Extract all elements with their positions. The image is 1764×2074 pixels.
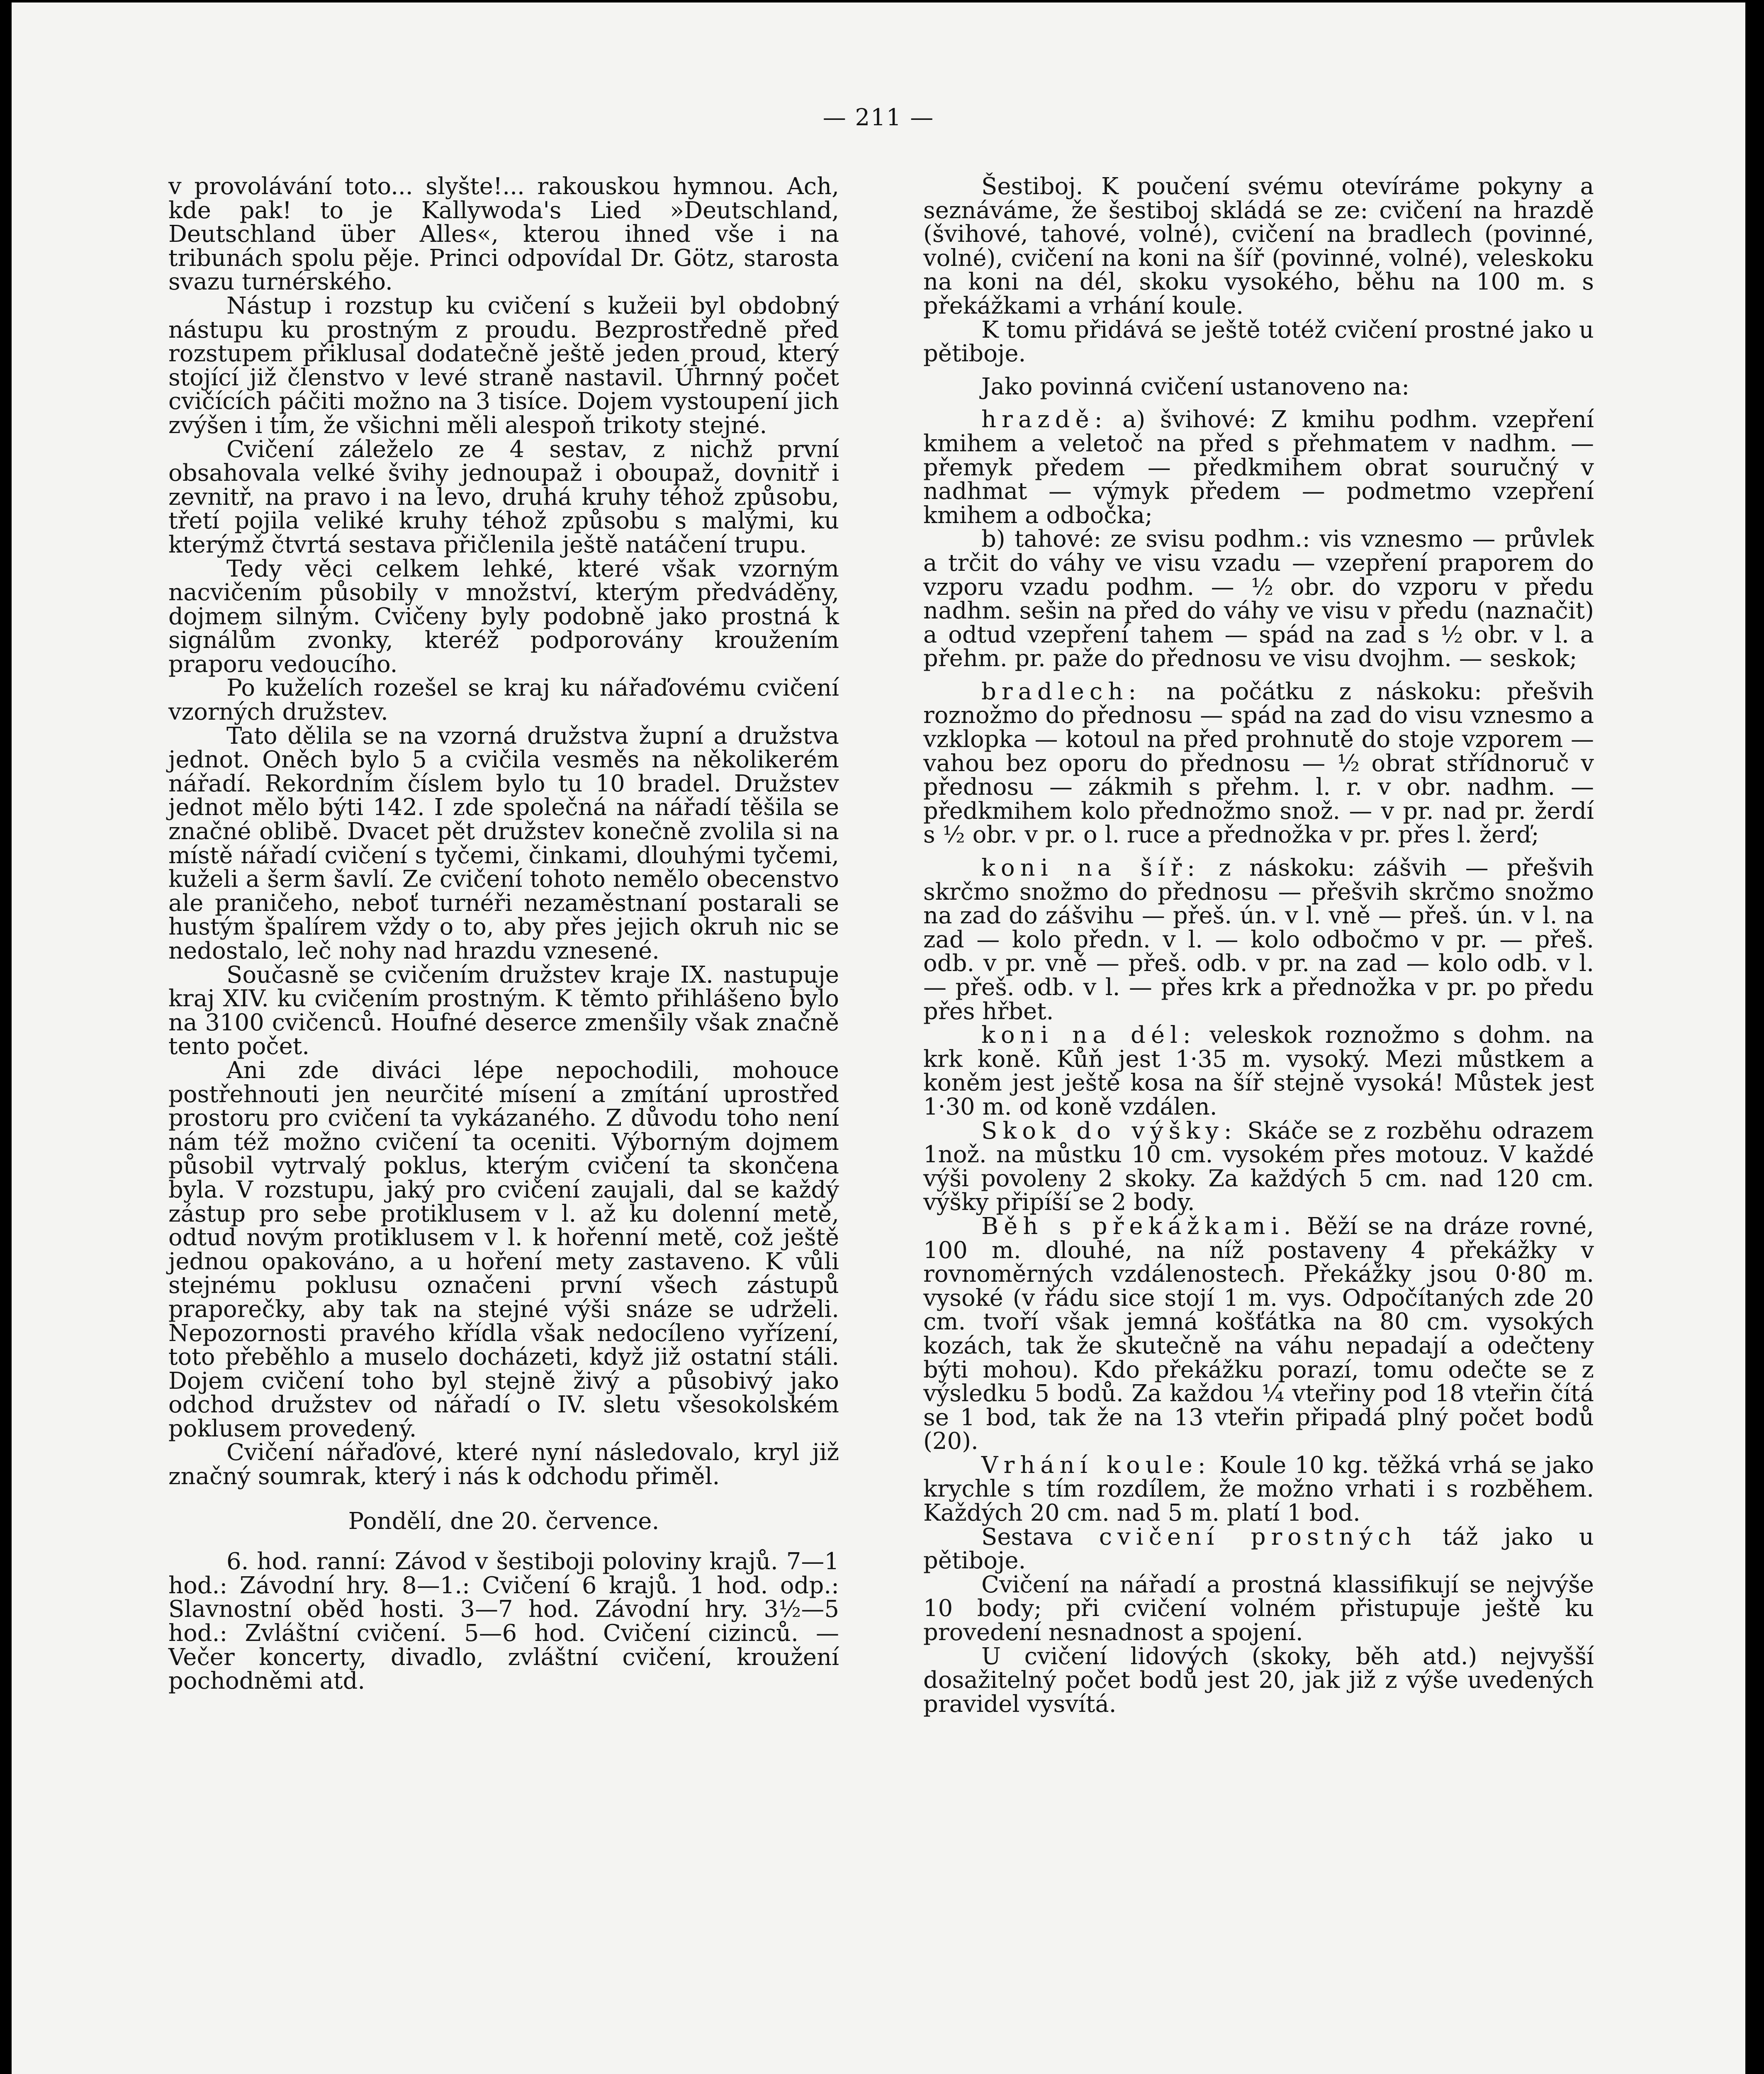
left-paragraph-10: 6. hod. ranní: Závod v šestiboji poloviny krajů. 7—1 hod.: Závodní hry. 8—1.: Cvičení 6 krajů. 1 hod. odp.: Slavnostní oběd hosti. 3—7 hod. Závodní hry. 3½—5 hod.: Zvláštní cvičení. 5—6 hod. Cvičení cizinců. — Večer koncerty, divadlo, zvláštní cvičení, kroužení pochodněmi atd. bbox=[168, 1548, 839, 1695]
left-paragraph-4: Tedy věci celkem lehké, které však vzorným nacvičením působily v množství, kterým předváděny, dojmem silným. Cvičeny byly podobně jako prostná k signálům zvonky, kteréž podporovány kroužením praporu vedoucího. bbox=[168, 555, 839, 678]
right-paragraph-3: Jako povinná cvičení ustanoveno na: bbox=[981, 373, 1410, 400]
left-paragraph-1: v provolávání toto... slyšte!... rakouskou hymnou. Ach, kde pak! to je Kallywoda's Lied »Deutschland, Deutschland über Alles«, kterou ihned vše i na tribunách spolu pěje. Princi odpovídal Dr. Götz, starosta svazu turnérského. bbox=[168, 173, 839, 296]
right-paragraph-2: K tomu přidává se ještě totéž cvičení prostné jako u pětiboje. bbox=[923, 316, 1594, 368]
right-paragraph-vrhani bbox=[923, 1453, 1594, 1525]
page bbox=[12, 2, 1745, 2074]
kun-del-label: koni na dél: bbox=[981, 1022, 1196, 1049]
skok-label: Skok do výšky: bbox=[981, 1117, 1237, 1144]
right-paragraph-kun-del bbox=[923, 1023, 1594, 1119]
right-paragraph-beh bbox=[923, 1212, 1594, 1455]
section-heading: Pondělí, dne 20. července. bbox=[348, 1507, 659, 1535]
sestava-text-a: Sestava bbox=[981, 1523, 1073, 1551]
right-paragraph-skok bbox=[923, 1119, 1594, 1215]
right-column bbox=[923, 175, 1594, 1716]
left-paragraph-6: Tato dělila se na vzorná družstva župní a družstva jednot. Oněch bylo 5 a cvičila vesměs na několikerém nářadí. Rekordním číslem bylo tu 10 bradel. Družstev jednot mělo býti 142. I zde společná na nářadí těšila se značné oblibě. Dvacet pět družstev konečně zvolila si na místě nářadí cvičení s tyčemi, činkami, dlouhými tyčemi, kuželi a šerm šavlí. Ze cvičení tohoto nemělo obecenstvo ale praničeho, neboť turnéři nezaměstnaní postarali se hustým špalírem vždy o to, aby přes jejich okruh nic se nedostalo, leč nohy nad hrazdu vznesené. bbox=[168, 722, 839, 964]
beh-label: Běh s překážkami. bbox=[981, 1212, 1297, 1240]
right-paragraph-hrazda bbox=[923, 408, 1594, 527]
vrhani-text: Koule 10 kg. těžká vrhá se jako krychle s tím rozdílem, že možno vrhati i s rozběhem. Každých 20 cm. nad 5 m. platí 1 bod. bbox=[923, 1451, 1594, 1527]
beh-text: Běží se na dráze rovné, 100 m. dlouhé, na níž postaveny 4 překážky v rovnoměrných vzdálenostech. Překážky jsou 0·80 m. vysoké (v řádu sice stojí 1 m. vys. Odpočítaných zde 20 cm. tvoří však jemná košťátka na 80 cm. vysokých kozách, tak že skutečně na váhu nepadají a odečteny býti mohou). Kdo překážku porazí, tomu odečte se z výsledku 5 bodů. Za každou ¼ vteřiny pod 18 vteřin čítá se 1 bod, tak že na 13 vteřin připadá plný počet bodů (20). bbox=[923, 1212, 1594, 1455]
hrazda-label: hrazdě: bbox=[981, 406, 1108, 433]
right-paragraph-1: Šestiboj. K poučení svému otevíráme pokyny a seznáváme, že šestiboj skládá se ze: cvičení na hrazdě (švihové, tahové, volné), cvičení na bradlech (povinné, volné), cvičení na koni na šíř (povinné, volné), veleskoku na koni na dél, skoku vysokého, běhu na 100 m. s překážkami a vrhání koule. bbox=[923, 173, 1594, 319]
kun-sir-label: koni na šíř: bbox=[981, 854, 1200, 882]
left-paragraph-8: Ani zde diváci lépe nepochodili, mohouce postřehnouti jen neurčité mísení a zmítání uprostřed prostoru pro cvičení ta vykázaného. Z důvodu toho není nám též možno cvičení ta oceniti. Výborným dojmem působil vytrvalý poklus, kterým cvičení ta skončena byla. V rozstupu, jaký pro cvičení zaujali, dal se každý zástup pro sebe protiklusem v l. až ku dolenní metě, odtud novým protiklusem v l. k hořenní metě, což ještě jednou opakováno, a u hoření mety zastaveno. K vůli stejnému poklusu označeni první všech zástupů praporečky, aby tak na stejné výši snáze se udrželi. Nepozornosti pravého křídla však nedocíleno vyřízení, toto přeběhlo a muselo docházeti, když již ostatní stáli. Dojem cvičení toho byl stejně živý a působivý jako odchod družstev od nářadí o IV. sletu všesokolském poklusem provedený. bbox=[168, 1056, 839, 1442]
left-paragraph-3: Cvičení záleželo ze 4 sestav, z nichž první obsahovala velké švihy jednoupaž i oboupaž, dovnitř i zevnitř, na pravo i na levo, druhá kruhy téhož způsobu, třetí pojila veliké kruhy téhož způsobu s malými, ku kterýmž čtvrtá sestava přičlenila ještě natáčení trupu. bbox=[168, 436, 839, 558]
kun-del-text: veleskok roznožmo s dohm. na krk koně. Kůň jest 1·35 m. vysoký. Mezi můstkem a koněm jest ještě kosa na šíř stejně vysoká! Můstek jest 1·30 m. od koně vzdálen. bbox=[923, 1022, 1594, 1120]
bradla-text: na počátku z náskoku: přešvih roznožmo do přednosu — spád na zad do visu vznesmo a vzklopka — kotoul na před prohnutě do stoje vzporem — vahou bez oporu do přednosu — ½ obrat střídnoruč v přednosu — zákmih s přehm. l. r. v obr. nadhm. — předkmihem kolo přednožmo snož. — v pr. nad pr. žerdí s ½ obr. v pr. o l. ruce a přednožka v pr. přes l. žerď; bbox=[923, 678, 1594, 849]
sestava-text-b: táž jako u pětiboje. bbox=[923, 1523, 1594, 1575]
right-paragraph-14: U cvičení lidových (skoky, běh atd.) nejvyšší dosažitelný počet bodů jest 20, jak již z výše uvedených pravidel vysvítá. bbox=[923, 1643, 1594, 1718]
kun-sir-text: z náskoku: zášvih — přešvih skrčmo snožmo do přednosu — přešvih skrčmo snožmo na zad do zášvihu — přeš. ún. v l. vně — přeš. ún. v l. na zad — kolo předn. v l. — kolo odbočmo v pr. — přeš. odb. v pr. vně — přeš. odb. v pr. na zad — kolo odb. v l. — přeš. odb. v l. — přes krk a přednožka v pr. po předu přes hřbet. bbox=[923, 854, 1594, 1025]
left-paragraph-5: Po kuželích rozešel se kraj ku nářaďovému cvičení vzorných družstev. bbox=[168, 674, 839, 726]
bradla-label: bradlech: bbox=[981, 678, 1142, 705]
vrhani-label: Vrhání koule: bbox=[981, 1451, 1211, 1479]
left-paragraph-9: Cvičení nářaďové, které nyní následovalo, kryl již značný soumrak, který i nás k odchodu přiměl. bbox=[168, 1439, 839, 1490]
left-paragraph-2: Nástup i rozstup ku cvičení s kužeii byl obdobný nástupu ku prostným z proudu. Bezprostředně před rozstupem přiklusal dodatečně ještě jeden proud, který stojící již členstvo v levé straně nastavil. Úhrnný počet cvičících páčiti možno na 3 tisíce. Dojem vystoupení jich zvýšen i tím, že všichni měli alespoň trikoty stejné. bbox=[168, 292, 839, 439]
hrazda-text: a) švihové: Z kmihu podhm. vzepření kmihem a veletoč na před s přehmatem v nadhm. — přemyk předem — předkmihem obrat souručný v nadhmat — výmyk předem — podmetmo vzepření kmihem a odbočka; bbox=[923, 406, 1594, 529]
right-paragraph-13: Cvičení na nářadí a prostná klassifikují se nejvýše 10 body; při cvičení volném přistupuje ještě ku provedení nesnadnost a spojení. bbox=[923, 1571, 1594, 1646]
left-column bbox=[168, 175, 839, 1693]
right-paragraph-bradla bbox=[923, 680, 1594, 847]
right-paragraph-sestava bbox=[923, 1525, 1594, 1573]
page-number: — 211 — bbox=[822, 104, 934, 131]
right-paragraph-5: b) tahové: ze svisu podhm.: vis vznesmo — průvlek a trčit do váhy ve visu vzadu — vzepření praporem do vzporu vzadu podhm. — ½ obr. do vzporu v předu nadhm. sešin na před do váhy ve visu v předu (naznačit) a odtud vzepření tahem — spád na zad s ½ obr. v l. a přehm. pr. paže do přednosu ve visu dvojhm. — seskok; bbox=[923, 526, 1594, 672]
left-paragraph-7: Současně se cvičením družstev kraje IX. nastupuje kraj XIV. ku cvičením prostným. K těmto přihlášeno bylo na 3100 cvičenců. Houfné deserce zmenšily však značně tento počet. bbox=[168, 961, 839, 1060]
skok-text: Skáče se z rozběhu odrazem 1nož. na můstku 10 cm. vysokém přes motouz. V každé výši povoleny 2 skoky. Za každých 5 cm. nad 120 cm. výšky připíší se 2 body. bbox=[923, 1117, 1594, 1216]
right-paragraph-kun-sir bbox=[923, 856, 1594, 1023]
prostnych-label: cvičení prostných bbox=[1099, 1523, 1417, 1551]
